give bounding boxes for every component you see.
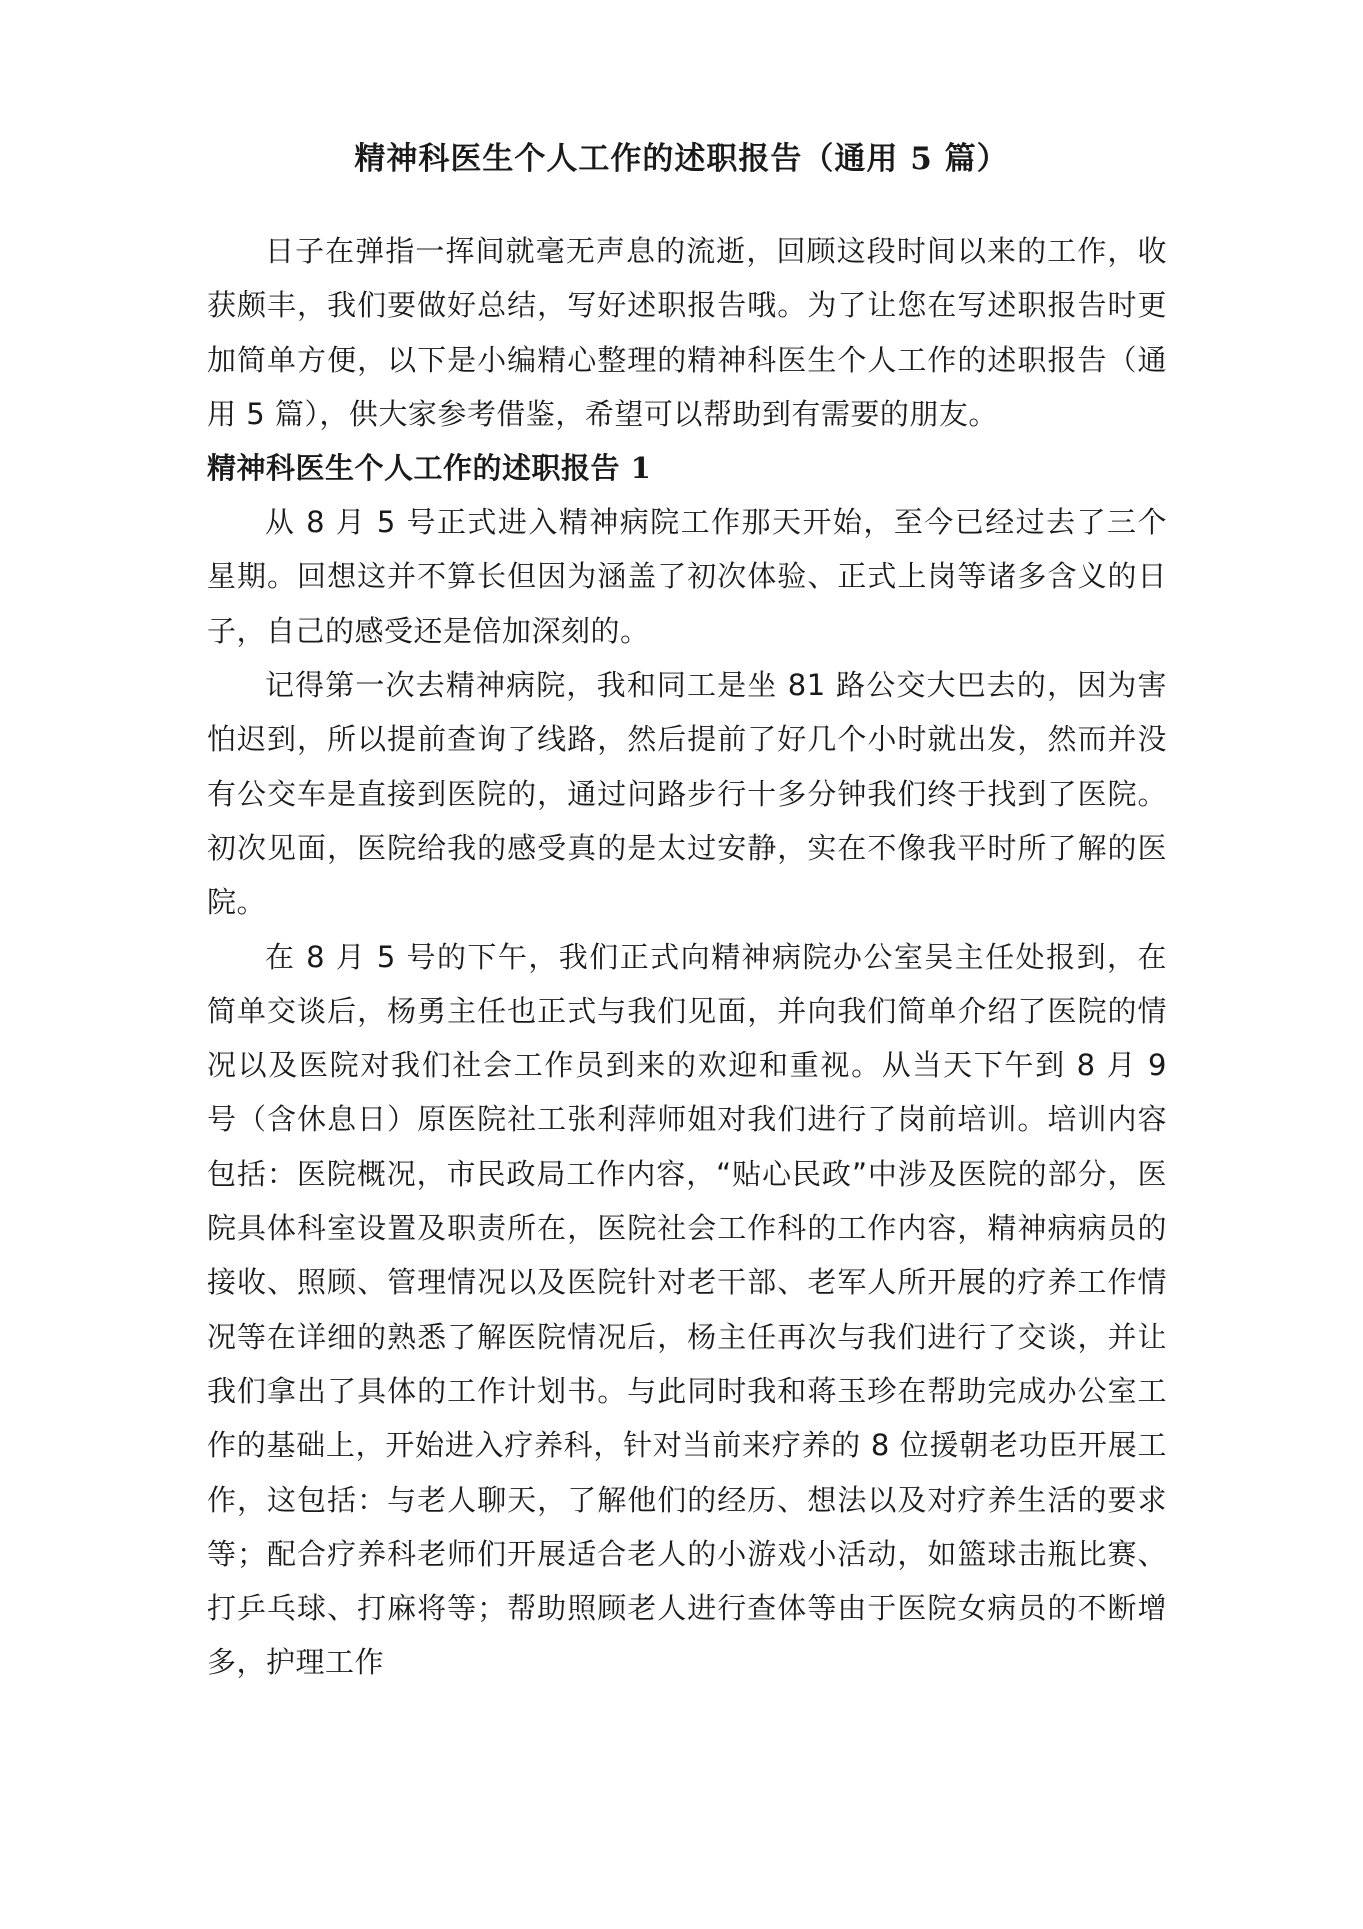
body-paragraph-2: 记得第一次去精神病院，我和同工是坐 81 路公交大巴去的，因为害怕迟到，所以提前查询了线路，然后提前了好几个小时就出发，然而并没有公交车是直接到医院的，通过问路步行十多分钟我们终于找到了医院。初次见面，医院给我的感受真的是太过安静，实在不像我平时所了解的医院。 <box>207 668 1167 920</box>
document-body <box>207 224 1167 1690</box>
document-title: 精神科医生个人工作的述职报告（通用 5 篇） <box>354 141 1009 177</box>
intro-paragraph: 日子在弹指一挥间就毫无声息的流逝，回顾这段时间以来的工作，收获颇丰，我们要做好总结，写好述职报告哦。为了让您在写述职报告时更加简单方便，以下是小编精心整理的精神科医生个人工作的述职报告（通用 5 篇），供大家参考借鉴，希望可以帮助到有需要的朋友。 <box>207 234 1167 431</box>
body-paragraph-1: 从 8 月 5 号正式进入精神病院工作那天开始，至今已经过去了三个星期。回想这并不算长但因为涵盖了初次体验、正式上岗等诸多含义的日子，自己的感受还是倍加深刻的。 <box>207 505 1167 648</box>
body-paragraph-3: 在 8 月 5 号的下午，我们正式向精神病院办公室吴主任处报到，在简单交谈后，杨勇主任也正式与我们见面，并向我们简单介绍了医院的情况以及医院对我们社会工作员到来的欢迎和重视。从当天下午到 8 月 9 号（含休息日）原医院社工张利萍师姐对我们进行了岗前培训。培训内容包括：医院概况，市民政局工作内容，“贴心民政”中涉及医院的部分，医院具体科室设置及职责所在，医院社会工作科的工作内容，精神病病员的接收、照顾、管理情况以及医院针对老干部、老军人所开展的疗养工作情况等在详细的熟悉了解医院情况后，杨主任再次与我们进行了交谈，并让我们拿出了具体的工作计划书。与此同时我和蒋玉珍在帮助完成办公室工作的基础上，开始进入疗养科，针对当前来疗养的 8 位援朝老功臣开展工作，这包括：与老人聊天，了解他们的经历、想法以及对疗养生活的要求等；配合疗养科老师们开展适合老人的小游戏小活动，如篮球击瓶比赛、打乒乓球、打麻将等；帮助照顾老人进行查体等由于医院女病员的不断增多，护理工作 <box>207 939 1167 1680</box>
section-heading: 精神科医生个人工作的述职报告 1 <box>207 451 652 486</box>
